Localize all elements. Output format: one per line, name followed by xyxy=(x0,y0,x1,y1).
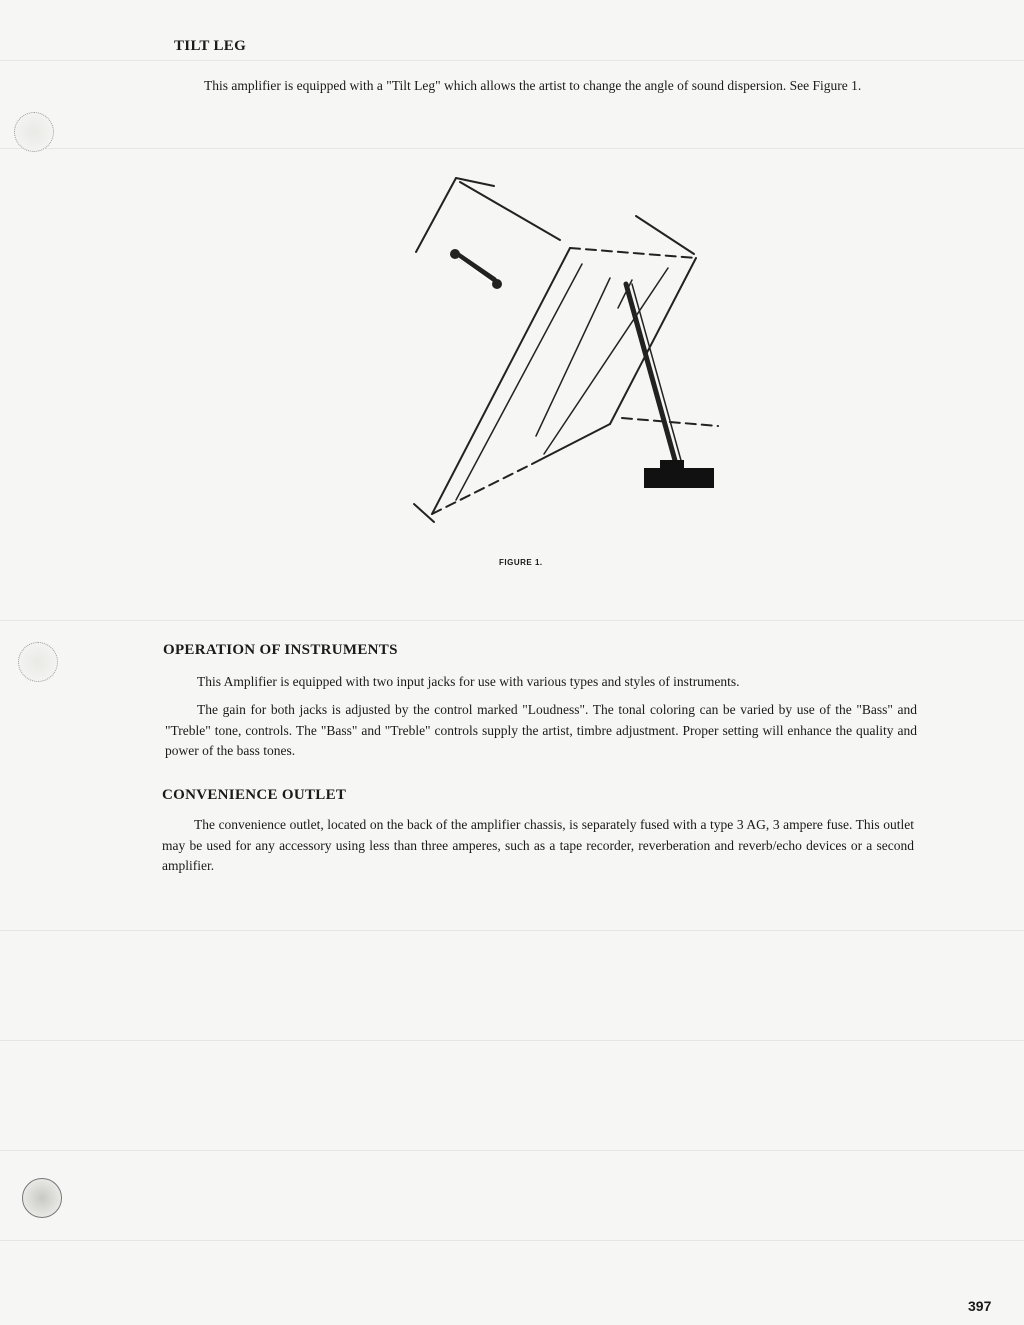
angle-line xyxy=(460,182,560,240)
cabinet-corner xyxy=(414,504,434,522)
angle-arc-right xyxy=(636,216,694,254)
tilt-leg-paragraph: This amplifier is equipped with a "Tilt Leg" which allows the artist to change the angle of sound dispersion. See Figure 1. xyxy=(204,78,862,93)
paper-rule xyxy=(0,620,1024,621)
convenience-paragraph: The convenience outlet, located on the back of the amplifier chassis, is separately fused with a type 3 AG, 3 ampere fuse. This outlet may be used for any accessory using less than three amperes, such as a tape recorder, reverberation and reverb/echo devices or a second amplifier. xyxy=(162,817,914,873)
punch-hole xyxy=(22,1178,62,1218)
punch-hole xyxy=(18,642,58,682)
punch-hole xyxy=(14,112,54,152)
tilt-leg-edge xyxy=(632,284,682,464)
tilt-leg-figure xyxy=(400,168,730,530)
operation-paragraph-1: This Amplifier is equipped with two input jacks for use with various types and styles of instruments. xyxy=(197,674,740,689)
paper-rule xyxy=(0,1040,1024,1041)
handle-icon xyxy=(450,249,502,289)
operation-heading: OPERATION OF INSTRUMENTS xyxy=(163,642,398,658)
cabinet-bottom-right xyxy=(532,424,610,464)
leg-foot xyxy=(644,468,714,488)
paper-rule xyxy=(0,148,1024,149)
operation-paragraph-2: The gain for both jacks is adjusted by the control marked "Loudness". The tonal coloring can be varied by use of the "Bass" and "Treble" tone, controls. The "Bass" and "Treble" controls supply the artist, timbre adjustment. Proper setting will enhance the quality and power of the bass tones. xyxy=(165,702,917,758)
paper-rule xyxy=(0,1240,1024,1241)
paper-rule xyxy=(0,60,1024,61)
leg-foot-bracket xyxy=(660,460,684,470)
figure-caption: FIGURE 1. xyxy=(499,558,543,567)
page-number: 397 xyxy=(968,1298,992,1314)
cabinet-right-edge xyxy=(610,258,696,424)
convenience-heading: CONVENIENCE OUTLET xyxy=(162,787,347,803)
cabinet-bottom-edge xyxy=(432,464,532,514)
paper-rule xyxy=(0,1150,1024,1151)
tilt-leg-heading: TILT LEG xyxy=(174,38,247,54)
panel-inner-mid xyxy=(536,278,610,436)
cabinet-top-edge xyxy=(570,248,696,258)
panel-inner-left xyxy=(456,264,582,500)
paper-rule xyxy=(0,930,1024,931)
angle-arc-left xyxy=(416,178,456,252)
cabinet-left-edge xyxy=(432,248,570,514)
